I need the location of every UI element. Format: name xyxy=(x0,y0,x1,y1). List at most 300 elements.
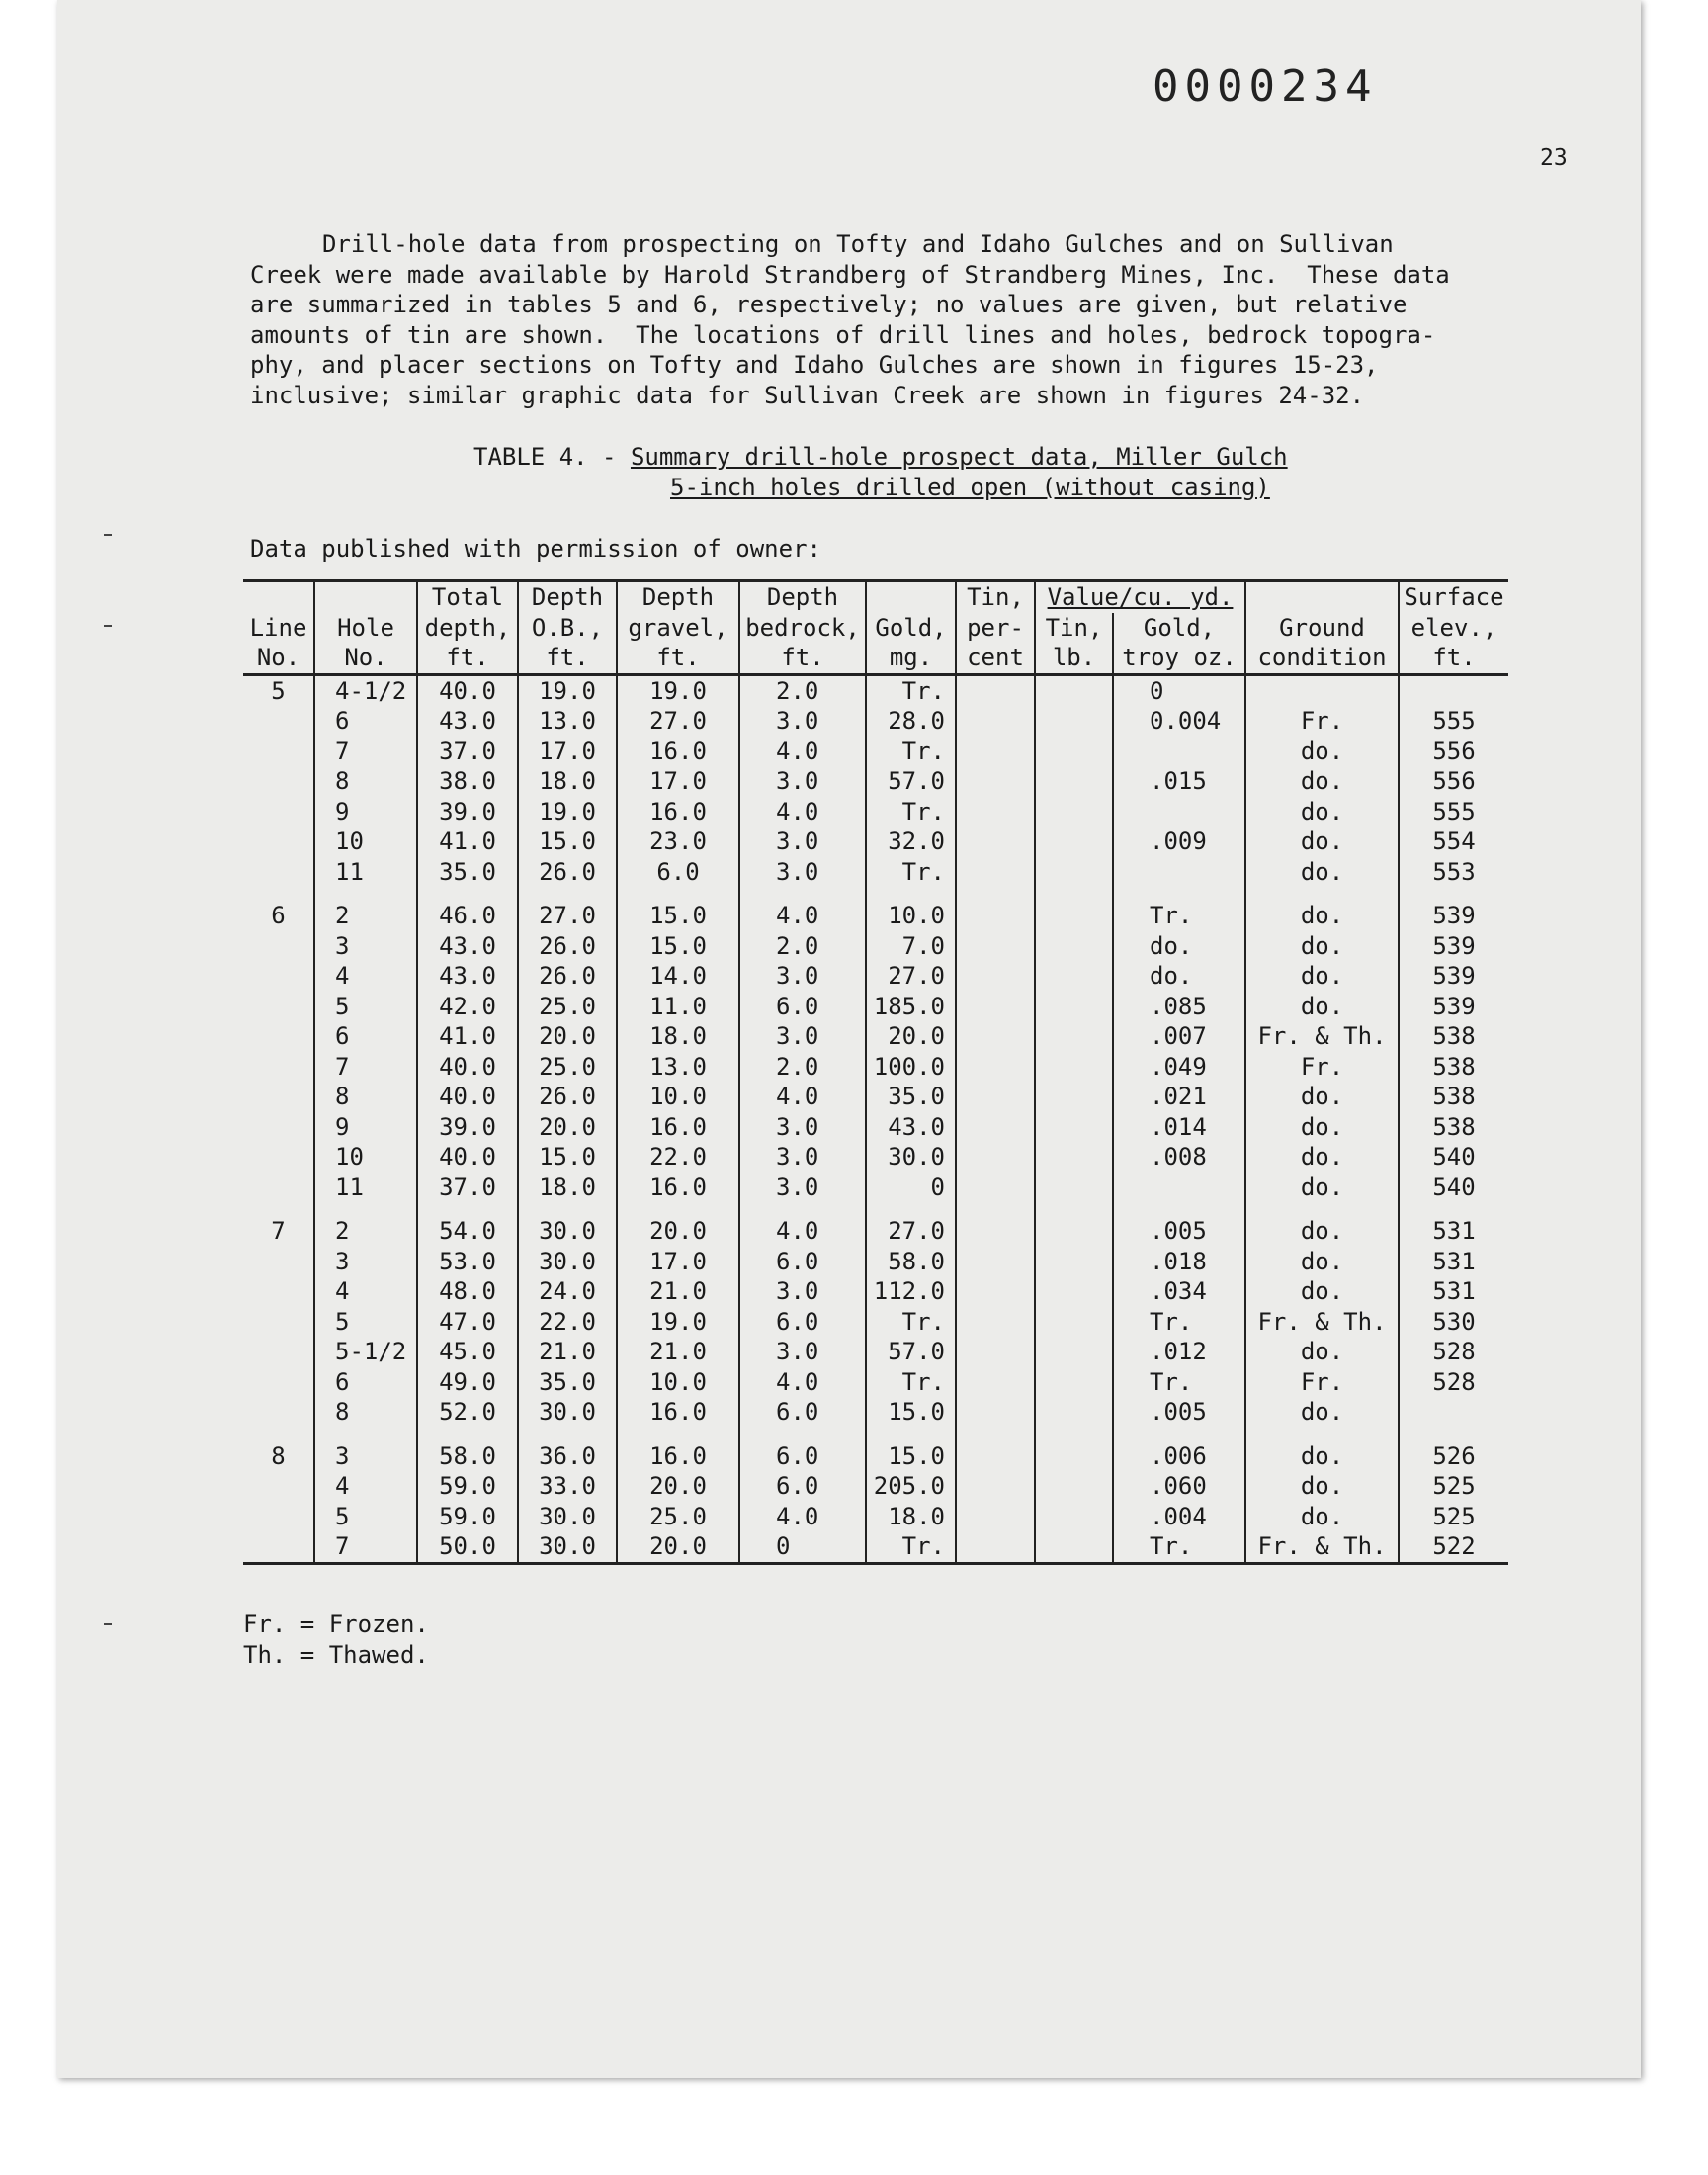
total-depth-cell: 43.0 xyxy=(417,706,518,737)
tin-lb-cell xyxy=(1035,1531,1113,1563)
hole-cell: 8 xyxy=(314,766,417,797)
depth-bedrock-cell: 6.0 xyxy=(739,1471,866,1502)
ground-condition-cell: do. xyxy=(1245,737,1399,767)
depth-ob-cell: 17.0 xyxy=(518,737,617,767)
hole-cell: 9 xyxy=(314,1112,417,1143)
depth-gravel-cell: 25.0 xyxy=(617,1502,739,1532)
depth-bedrock-cell: 3.0 xyxy=(739,1112,866,1143)
line-cell: 8 xyxy=(271,1441,286,1470)
tin-percent-cell xyxy=(956,931,1035,962)
surface-elev-cell: 555 xyxy=(1399,706,1508,737)
depth-gravel-cell: 6.0 xyxy=(617,857,739,888)
gold-oz-cell: do. xyxy=(1113,961,1245,992)
depth-ob-cell: 20.0 xyxy=(518,1021,617,1052)
depth-bedrock-cell: 4.0 xyxy=(739,737,866,767)
surface-elev-cell: 538 xyxy=(1399,1112,1508,1143)
hole-cell: 5 xyxy=(314,992,417,1022)
gold-mg-cell: 18.0 xyxy=(866,1502,956,1532)
table-row xyxy=(243,1173,1508,1203)
hole-cell: 11 xyxy=(314,857,417,888)
hole-cell: 7 xyxy=(314,737,417,767)
hole-cell: 6 xyxy=(314,1367,417,1398)
table-row xyxy=(243,797,1508,827)
depth-gravel-cell: 23.0 xyxy=(617,826,739,857)
table-row xyxy=(243,1337,1508,1367)
ground-condition-cell: do. xyxy=(1245,1082,1399,1112)
total-depth-cell: 38.0 xyxy=(417,766,518,797)
gold-mg-cell: Tr. xyxy=(866,674,956,706)
intro-line: phy, and placer sections on Tofty and Idaho Gulches are shown in figures 15-23, xyxy=(250,351,1379,379)
depth-ob-cell: 18.0 xyxy=(518,766,617,797)
header-gold-oz: troy oz. xyxy=(1113,643,1245,674)
tin-lb-cell xyxy=(1035,674,1113,706)
table-row xyxy=(243,1471,1508,1502)
depth-ob-cell: 20.0 xyxy=(518,1112,617,1143)
ground-condition-cell: do. xyxy=(1245,1216,1399,1247)
surface-elev-cell: 531 xyxy=(1399,1216,1508,1247)
depth-bedrock-cell: 4.0 xyxy=(739,1216,866,1247)
depth-bedrock-cell: 2.0 xyxy=(739,674,866,706)
total-depth-cell: 49.0 xyxy=(417,1367,518,1398)
gold-oz-cell: .034 xyxy=(1113,1276,1245,1307)
group-spacer xyxy=(243,1428,1508,1441)
gold-oz-cell: .018 xyxy=(1113,1247,1245,1277)
tin-lb-cell xyxy=(1035,797,1113,827)
table-row xyxy=(243,766,1508,797)
gold-mg-cell: 58.0 xyxy=(866,1247,956,1277)
total-depth-cell: 37.0 xyxy=(417,1173,518,1203)
tin-lb-cell xyxy=(1035,1502,1113,1532)
depth-gravel-cell: 10.0 xyxy=(617,1367,739,1398)
gold-oz-cell: 0.004 xyxy=(1113,706,1245,737)
table-caption-title: Summary drill-hole prospect data, Miller Gulch xyxy=(630,443,1288,471)
hole-cell: 3 xyxy=(314,1441,417,1472)
tin-percent-cell xyxy=(956,1367,1035,1398)
header-gold-mg xyxy=(866,581,956,613)
total-depth-cell: 46.0 xyxy=(417,901,518,931)
hole-cell: 5 xyxy=(314,1307,417,1338)
hole-cell: 4 xyxy=(314,1471,417,1502)
depth-bedrock-cell: 4.0 xyxy=(739,1082,866,1112)
ground-condition-cell: Fr. xyxy=(1245,1052,1399,1083)
depth-gravel-cell: 20.0 xyxy=(617,1531,739,1563)
tin-lb-cell xyxy=(1035,1112,1113,1143)
hole-cell: 6 xyxy=(314,706,417,737)
ground-condition-cell: do. xyxy=(1245,857,1399,888)
table-row xyxy=(243,1142,1508,1173)
gold-oz-cell: .060 xyxy=(1113,1471,1245,1502)
depth-bedrock-cell: 6.0 xyxy=(739,1441,866,1472)
depth-ob-cell: 35.0 xyxy=(518,1367,617,1398)
tin-lb-cell xyxy=(1035,1441,1113,1472)
tin-percent-cell xyxy=(956,961,1035,992)
gold-oz-cell xyxy=(1113,1173,1245,1203)
surface-elev-cell: 555 xyxy=(1399,797,1508,827)
header-surface: elev., xyxy=(1399,613,1508,644)
depth-gravel-cell: 19.0 xyxy=(617,1307,739,1338)
line-cell xyxy=(243,931,314,962)
header-line xyxy=(243,581,314,613)
gold-mg-cell: 30.0 xyxy=(866,1142,956,1173)
ground-condition-cell: Fr. & Th. xyxy=(1245,1531,1399,1563)
depth-ob-cell: 36.0 xyxy=(518,1441,617,1472)
line-cell: 5 xyxy=(271,676,286,705)
ground-condition-cell: do. xyxy=(1245,1142,1399,1173)
tin-lb-cell xyxy=(1035,992,1113,1022)
ground-condition-cell: Fr. xyxy=(1245,706,1399,737)
tin-lb-cell xyxy=(1035,1307,1113,1338)
surface-elev-cell: 539 xyxy=(1399,901,1508,931)
depth-ob-cell: 30.0 xyxy=(518,1216,617,1247)
gold-oz-cell: .014 xyxy=(1113,1112,1245,1143)
total-depth-cell: 39.0 xyxy=(417,797,518,827)
header-line: Line xyxy=(249,613,307,642)
table-row xyxy=(243,1082,1508,1112)
line-cell xyxy=(243,1531,314,1563)
tin-percent-cell xyxy=(956,857,1035,888)
line-cell xyxy=(243,826,314,857)
depth-ob-cell: 33.0 xyxy=(518,1471,617,1502)
header-total-depth: Total xyxy=(417,581,518,613)
depth-bedrock-cell: 2.0 xyxy=(739,931,866,962)
ground-condition-cell: do. xyxy=(1245,826,1399,857)
ground-condition-cell: do. xyxy=(1245,961,1399,992)
total-depth-cell: 39.0 xyxy=(417,1112,518,1143)
tin-percent-cell xyxy=(956,1441,1035,1472)
hole-cell: 7 xyxy=(314,1531,417,1563)
surface-elev-cell: 528 xyxy=(1399,1337,1508,1367)
surface-elev-cell xyxy=(1399,674,1508,706)
depth-bedrock-cell: 6.0 xyxy=(739,1397,866,1428)
intro-line: Creek were made available by Harold Strandberg of Strandberg Mines, Inc. These data xyxy=(250,260,1450,289)
hole-cell: 2 xyxy=(314,901,417,931)
gold-oz-cell: .012 xyxy=(1113,1337,1245,1367)
depth-ob-cell: 27.0 xyxy=(518,901,617,931)
table-row xyxy=(243,931,1508,962)
depth-ob-cell: 26.0 xyxy=(518,1082,617,1112)
line-cell xyxy=(243,706,314,737)
ground-condition-cell xyxy=(1245,674,1399,706)
gold-mg-cell: 57.0 xyxy=(866,766,956,797)
gold-mg-cell: 15.0 xyxy=(866,1441,956,1472)
page-number: 23 xyxy=(1540,145,1568,171)
table-row xyxy=(243,1367,1508,1398)
gold-mg-cell: 7.0 xyxy=(866,931,956,962)
tin-percent-cell xyxy=(956,766,1035,797)
tin-lb-cell xyxy=(1035,1173,1113,1203)
hole-cell: 8 xyxy=(314,1082,417,1112)
table-row xyxy=(243,1531,1508,1563)
ground-condition-cell: do. xyxy=(1245,1502,1399,1532)
table-row xyxy=(243,1247,1508,1277)
tin-percent-cell xyxy=(956,1142,1035,1173)
tin-percent-cell xyxy=(956,992,1035,1022)
header-tin-lb: lb. xyxy=(1035,643,1113,674)
tin-lb-cell xyxy=(1035,1471,1113,1502)
table-row xyxy=(243,1397,1508,1428)
gold-oz-cell: Tr. xyxy=(1113,1531,1245,1563)
header-value-group: Value/cu. yd. xyxy=(1035,581,1245,613)
margin-mark xyxy=(104,625,112,627)
gold-oz-cell: .049 xyxy=(1113,1052,1245,1083)
total-depth-cell: 37.0 xyxy=(417,737,518,767)
table-row xyxy=(243,1307,1508,1338)
surface-elev-cell: 556 xyxy=(1399,766,1508,797)
table-row xyxy=(243,1021,1508,1052)
tin-percent-cell xyxy=(956,797,1035,827)
header-depth-ob: Depth xyxy=(518,581,617,613)
depth-ob-cell: 24.0 xyxy=(518,1276,617,1307)
depth-gravel-cell: 11.0 xyxy=(617,992,739,1022)
gold-oz-cell: .006 xyxy=(1113,1441,1245,1472)
tin-lb-cell xyxy=(1035,1052,1113,1083)
tin-lb-cell xyxy=(1035,1082,1113,1112)
header-ground xyxy=(1245,581,1399,613)
surface-elev-cell xyxy=(1399,1397,1508,1428)
table-caption-line-1 xyxy=(473,443,1288,471)
depth-gravel-cell: 20.0 xyxy=(617,1471,739,1502)
line-cell xyxy=(243,1471,314,1502)
line-cell xyxy=(243,1337,314,1367)
depth-gravel-cell: 16.0 xyxy=(617,797,739,827)
surface-elev-cell: 539 xyxy=(1399,931,1508,962)
tin-percent-cell xyxy=(956,826,1035,857)
depth-bedrock-cell: 3.0 xyxy=(739,826,866,857)
total-depth-cell: 45.0 xyxy=(417,1337,518,1367)
surface-elev-cell: 538 xyxy=(1399,1052,1508,1083)
gold-mg-cell: 0 xyxy=(866,1173,956,1203)
gold-oz-cell: .015 xyxy=(1113,766,1245,797)
tin-percent-cell xyxy=(956,1052,1035,1083)
tin-lb-cell xyxy=(1035,1276,1113,1307)
hole-cell: 5-1/2 xyxy=(314,1337,417,1367)
tin-lb-cell xyxy=(1035,931,1113,962)
ground-condition-cell: do. xyxy=(1245,1112,1399,1143)
depth-bedrock-cell: 2.0 xyxy=(739,1052,866,1083)
depth-ob-cell: 30.0 xyxy=(518,1397,617,1428)
header-surface: ft. xyxy=(1399,643,1508,674)
gold-oz-cell xyxy=(1113,737,1245,767)
surface-elev-cell: 531 xyxy=(1399,1276,1508,1307)
depth-bedrock-cell: 4.0 xyxy=(739,1502,866,1532)
ground-condition-cell: do. xyxy=(1245,1471,1399,1502)
ground-condition-cell: do. xyxy=(1245,1173,1399,1203)
gold-mg-cell: 27.0 xyxy=(866,961,956,992)
total-depth-cell: 40.0 xyxy=(417,1052,518,1083)
table-row xyxy=(243,1502,1508,1532)
surface-elev-cell: 554 xyxy=(1399,826,1508,857)
total-depth-cell: 40.0 xyxy=(417,674,518,706)
surface-elev-cell: 540 xyxy=(1399,1142,1508,1173)
table-row xyxy=(243,706,1508,737)
depth-gravel-cell: 21.0 xyxy=(617,1276,739,1307)
line-cell xyxy=(243,1247,314,1277)
depth-ob-cell: 25.0 xyxy=(518,992,617,1022)
depth-ob-cell: 19.0 xyxy=(518,674,617,706)
gold-oz-cell: .009 xyxy=(1113,826,1245,857)
table-body xyxy=(243,674,1508,1563)
table-row xyxy=(243,901,1508,931)
hole-cell: 2 xyxy=(314,1216,417,1247)
header-gold-mg: Gold, xyxy=(866,613,956,644)
depth-bedrock-cell: 3.0 xyxy=(739,857,866,888)
surface-elev-cell: 553 xyxy=(1399,857,1508,888)
tin-lb-cell xyxy=(1035,901,1113,931)
ground-condition-cell: Fr. & Th. xyxy=(1245,1021,1399,1052)
gold-oz-cell: 0 xyxy=(1113,674,1245,706)
line-cell xyxy=(243,1173,314,1203)
tin-lb-cell xyxy=(1035,766,1113,797)
table-row xyxy=(243,1441,1508,1472)
depth-ob-cell: 25.0 xyxy=(518,1052,617,1083)
depth-bedrock-cell: 3.0 xyxy=(739,1173,866,1203)
depth-gravel-cell: 16.0 xyxy=(617,737,739,767)
depth-ob-cell: 30.0 xyxy=(518,1502,617,1532)
surface-elev-cell: 525 xyxy=(1399,1502,1508,1532)
margin-mark xyxy=(104,534,112,536)
line-cell xyxy=(243,1142,314,1173)
surface-elev-cell: 526 xyxy=(1399,1441,1508,1472)
depth-gravel-cell: 19.0 xyxy=(617,674,739,706)
total-depth-cell: 59.0 xyxy=(417,1471,518,1502)
gold-oz-cell xyxy=(1113,797,1245,827)
gold-oz-cell: do. xyxy=(1113,931,1245,962)
header-hole xyxy=(314,581,417,613)
tin-lb-cell xyxy=(1035,1337,1113,1367)
line-cell xyxy=(243,1021,314,1052)
permission-note: Data published with permission of owner: xyxy=(250,535,821,563)
line-cell xyxy=(243,961,314,992)
tin-percent-cell xyxy=(956,706,1035,737)
tin-lb-cell xyxy=(1035,826,1113,857)
hole-cell: 10 xyxy=(314,1142,417,1173)
intro-line: inclusive; similar graphic data for Sullivan Creek are shown in figures 24-32. xyxy=(250,381,1365,409)
tin-percent-cell xyxy=(956,901,1035,931)
header-depth-gravel: ft. xyxy=(617,643,739,674)
tin-percent-cell xyxy=(956,1173,1035,1203)
depth-bedrock-cell: 3.0 xyxy=(739,1142,866,1173)
depth-ob-cell: 26.0 xyxy=(518,961,617,992)
header-depth-gravel: Depth xyxy=(617,581,739,613)
ground-condition-cell: do. xyxy=(1245,1247,1399,1277)
header-line: No. xyxy=(243,643,314,674)
header-gold-mg: mg. xyxy=(866,643,956,674)
table-row xyxy=(243,826,1508,857)
hole-cell: 9 xyxy=(314,797,417,827)
gold-mg-cell: 100.0 xyxy=(866,1052,956,1083)
depth-bedrock-cell: 3.0 xyxy=(739,961,866,992)
group-spacer xyxy=(243,1202,1508,1216)
line-cell xyxy=(243,1276,314,1307)
gold-mg-cell: Tr. xyxy=(866,797,956,827)
margin-mark xyxy=(104,1623,112,1625)
ground-condition-cell: do. xyxy=(1245,1337,1399,1367)
header-depth-bedrock: bedrock, xyxy=(739,613,866,644)
depth-gravel-cell: 14.0 xyxy=(617,961,739,992)
intro-line: amounts of tin are shown. The locations of drill lines and holes, bedrock topogra- xyxy=(250,320,1436,349)
line-cell xyxy=(243,1502,314,1532)
header-depth-gravel: gravel, xyxy=(617,613,739,644)
tin-lb-cell xyxy=(1035,1397,1113,1428)
table-row xyxy=(243,1112,1508,1143)
hole-cell: 4 xyxy=(314,1276,417,1307)
line-cell xyxy=(243,766,314,797)
header-tin-percent: Tin, xyxy=(956,581,1035,613)
table-row xyxy=(243,1276,1508,1307)
table-row xyxy=(243,674,1508,706)
tin-percent-cell xyxy=(956,1307,1035,1338)
hole-cell: 4-1/2 xyxy=(314,674,417,706)
depth-bedrock-cell: 3.0 xyxy=(739,766,866,797)
tin-lb-cell xyxy=(1035,857,1113,888)
hole-cell: 3 xyxy=(314,1247,417,1277)
hole-cell: 7 xyxy=(314,1052,417,1083)
total-depth-cell: 35.0 xyxy=(417,857,518,888)
surface-elev-cell: 538 xyxy=(1399,1021,1508,1052)
gold-mg-cell: Tr. xyxy=(866,1531,956,1563)
total-depth-cell: 42.0 xyxy=(417,992,518,1022)
tin-percent-cell xyxy=(956,1471,1035,1502)
gold-oz-cell: .005 xyxy=(1113,1216,1245,1247)
tin-lb-cell xyxy=(1035,737,1113,767)
total-depth-cell: 47.0 xyxy=(417,1307,518,1338)
ground-condition-cell: do. xyxy=(1245,901,1399,931)
total-depth-cell: 43.0 xyxy=(417,931,518,962)
depth-bedrock-cell: 6.0 xyxy=(739,992,866,1022)
table-row xyxy=(243,857,1508,888)
gold-oz-cell: Tr. xyxy=(1113,1307,1245,1338)
depth-gravel-cell: 15.0 xyxy=(617,901,739,931)
depth-ob-cell: 19.0 xyxy=(518,797,617,827)
table-caption-subtitle: 5-inch holes drilled open (without casing) xyxy=(670,474,1270,501)
total-depth-cell: 41.0 xyxy=(417,1021,518,1052)
gold-oz-cell: Tr. xyxy=(1113,1367,1245,1398)
surface-elev-cell: 528 xyxy=(1399,1367,1508,1398)
depth-gravel-cell: 13.0 xyxy=(617,1052,739,1083)
gold-mg-cell: 32.0 xyxy=(866,826,956,857)
tin-percent-cell xyxy=(956,1276,1035,1307)
ground-condition-cell: Fr. & Th. xyxy=(1245,1307,1399,1338)
tin-percent-cell xyxy=(956,1021,1035,1052)
ground-condition-cell: do. xyxy=(1245,797,1399,827)
depth-ob-cell: 21.0 xyxy=(518,1337,617,1367)
gold-mg-cell: 10.0 xyxy=(866,901,956,931)
document-stamp-number: 0000234 xyxy=(1153,61,1378,112)
footnotes xyxy=(243,1610,429,1670)
surface-elev-cell: 539 xyxy=(1399,992,1508,1022)
tin-percent-cell xyxy=(956,737,1035,767)
ground-condition-cell: do. xyxy=(1245,1276,1399,1307)
hole-cell: 3 xyxy=(314,931,417,962)
depth-gravel-cell: 10.0 xyxy=(617,1082,739,1112)
surface-elev-cell: 530 xyxy=(1399,1307,1508,1338)
line-cell xyxy=(243,737,314,767)
gold-mg-cell: 205.0 xyxy=(866,1471,956,1502)
depth-gravel-cell: 17.0 xyxy=(617,1247,739,1277)
footnote-frozen: Fr. = Frozen. xyxy=(243,1610,429,1638)
surface-elev-cell: 525 xyxy=(1399,1471,1508,1502)
table-row xyxy=(243,1052,1508,1083)
line-cell xyxy=(243,797,314,827)
gold-mg-cell: 112.0 xyxy=(866,1276,956,1307)
gold-oz-cell: .007 xyxy=(1113,1021,1245,1052)
tin-percent-cell xyxy=(956,1502,1035,1532)
header-depth-bedrock: Depth xyxy=(739,581,866,613)
depth-ob-cell: 26.0 xyxy=(518,931,617,962)
intro-paragraph xyxy=(250,229,1515,410)
table-row xyxy=(243,992,1508,1022)
gold-oz-cell: .004 xyxy=(1113,1502,1245,1532)
